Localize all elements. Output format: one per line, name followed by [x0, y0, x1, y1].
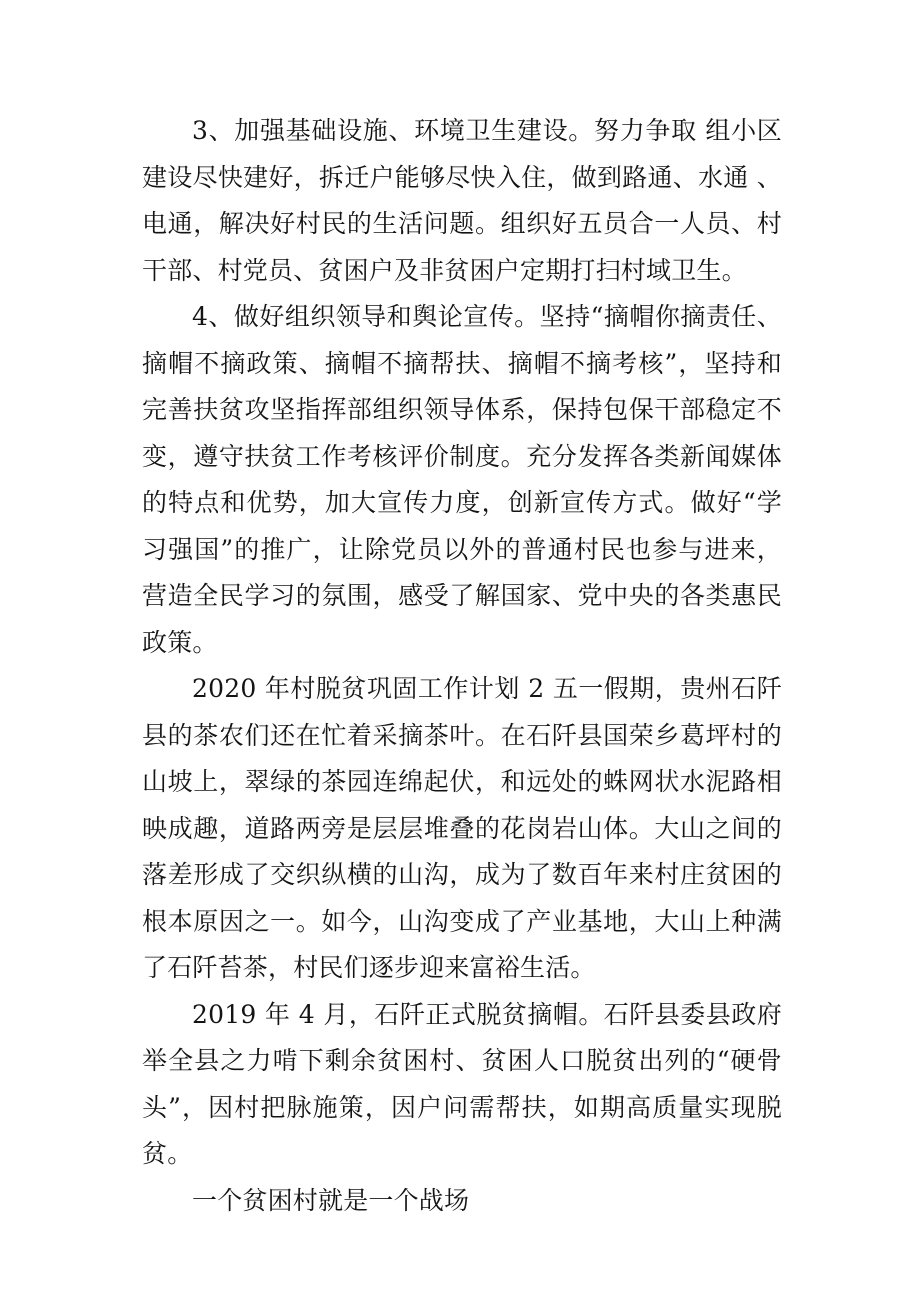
paragraph-infrastructure: 3、加强基础设施、环境卫生建设。努力争取 组小区建设尽快建好，拆迁户能够尽快入住，做到路通、水通 、电通，解决好村民的生活问题。组织好五员合一人员、村干部、村党员、贫困户及非贫困户定期打扫村域卫生。 [142, 116, 782, 285]
paragraph-poverty-exit: 2019 年 4 月，石阡正式脱贫摘帽。石阡县委县政府举全县之力啃下剩余贫困村、贫困人口脱贫出列的“硬骨头”，因村把脉施策，因户问需帮扶，如期高质量实现脱贫。 [142, 999, 782, 1168]
paragraph-tea-farmers: 2020 年村脱贫巩固工作计划 2 五一假期，贵州石阡县的茶农们还在忙着采摘茶叶。在石阡县国荣乡葛坪村的山坡上，翠绿的茶园连绵起伏，和远处的蛛网状水泥路相映成趣，道路两旁是层层堆叠的花岗岩山体。大山之间的落差形成了交织纵横的山沟，成为了数百年来村庄贫困的根本原因之一。如今，山沟变成了产业基地，大山上种满了石阡苔茶，村民们逐步迎来富裕生活。 [142, 674, 782, 982]
paragraph-battlefield: 一个贫困村就是一个战场 [192, 1185, 470, 1215]
paragraph-publicity: 4、做好组织领导和舆论宣传。坚持“摘帽你摘责任、摘帽不摘政策、摘帽不摘帮扶、摘帽不摘考核”，坚持和完善扶贫攻坚指挥部组织领导体系，保持包保干部稳定不变，遵守扶贫工作考核评价制度。充分发挥各类新闻媒体的特点和优势，加大宣传力度，创新宣传方式。做好“学习强国”的推广，让除党员以外的普通村民也参与进来，营造全民学习的氛围，感受了解国家、党中央的各类惠民政策。 [142, 302, 782, 657]
document-body [142, 108, 782, 1224]
